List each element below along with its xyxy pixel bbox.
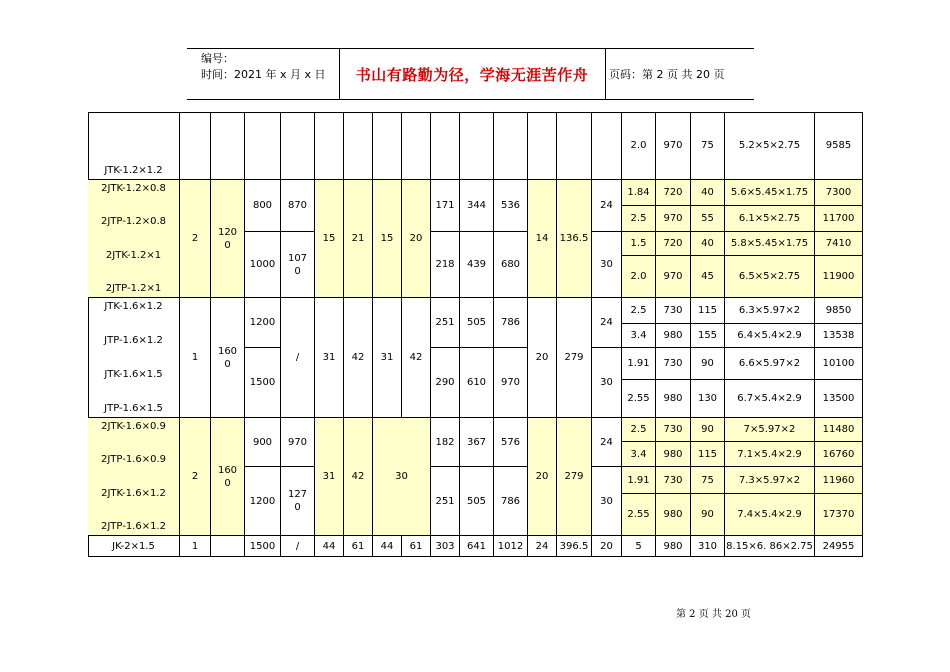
- table-cell: 15: [315, 180, 344, 298]
- model-name: 2JTK-1.2×1: [105, 249, 162, 261]
- table-cell: 55: [691, 206, 725, 232]
- table-cell: 730: [656, 348, 691, 380]
- table-cell: 120 0: [211, 180, 245, 298]
- table-cell: 1: [180, 536, 211, 557]
- table-cell: 5.6×5.45×1.75: [725, 180, 815, 206]
- table-cell: 786: [494, 298, 528, 348]
- table-cell: 171: [431, 180, 460, 232]
- table-cell: 2.5: [622, 418, 656, 442]
- table-cell: 970: [494, 348, 528, 418]
- table-cell: 31: [315, 298, 344, 418]
- model-name: 2JTP-1.2×1: [105, 282, 162, 294]
- table-cell: 8.15×6. 86×2.75: [725, 536, 815, 557]
- table-cell: 40: [691, 232, 725, 256]
- table-cell: 44: [373, 536, 402, 557]
- model-name: JTP-1.6×1.2: [104, 335, 163, 346]
- table-cell: 980: [656, 536, 691, 557]
- table-cell: 7300: [815, 180, 863, 206]
- table-cell: 290: [431, 348, 460, 418]
- table-cell: 5.8×5.45×1.75: [725, 232, 815, 256]
- table-cell: 115: [691, 298, 725, 324]
- table-cell: 1200: [245, 298, 281, 348]
- table-cell: 6.6×5.97×2: [725, 348, 815, 380]
- table-cell: 3.4: [622, 324, 656, 348]
- table-cell: 61: [402, 536, 431, 557]
- table-cell: 90: [691, 418, 725, 442]
- table-cell: 900: [245, 418, 281, 467]
- model-name: 2JTK-1.6×1.2: [101, 487, 166, 499]
- table-cell: 24: [592, 298, 622, 348]
- table-cell: 9585: [815, 112, 863, 180]
- table-cell: 13500: [815, 380, 863, 418]
- table-cell: 251: [431, 298, 460, 348]
- table-cell: 610: [460, 348, 494, 418]
- table-cell: 279: [557, 298, 592, 418]
- table-cell: 720: [656, 180, 691, 206]
- table-cell: 14: [528, 180, 557, 298]
- table-cell: 24: [528, 536, 557, 557]
- table-cell: 90: [691, 494, 725, 536]
- table-cell: 7.4×5.4×2.9: [725, 494, 815, 536]
- model-name: 2JTP-1.6×0.9: [100, 454, 167, 466]
- table-cell: 800: [245, 180, 281, 232]
- table-cell: 2.5: [622, 206, 656, 232]
- table-cell: 1.84: [622, 180, 656, 206]
- table-cell: 680: [494, 232, 528, 298]
- table-cell: 20: [528, 418, 557, 536]
- table-cell: 6.4×5.4×2.9: [725, 324, 815, 348]
- table-cell: 970: [656, 112, 691, 180]
- table-cell: 970: [656, 256, 691, 298]
- table-cell: 536: [494, 180, 528, 232]
- table-cell: 6.1×5×2.75: [725, 206, 815, 232]
- table-cell: 61: [344, 536, 373, 557]
- table-cell: 1500: [245, 536, 281, 557]
- table-cell: 20: [402, 180, 431, 298]
- model-name: JTK-1.6×1.5: [104, 369, 163, 380]
- table-cell: 17370: [815, 494, 863, 536]
- table-cell: 30: [592, 467, 622, 536]
- table-cell: 75: [691, 112, 725, 180]
- table-cell: 2: [180, 180, 211, 298]
- table-cell: 16760: [815, 442, 863, 467]
- table-cell: 107 0: [281, 232, 315, 298]
- table-cell: 15: [373, 180, 402, 298]
- table-cell: 90: [691, 348, 725, 380]
- table-cell: 576: [494, 418, 528, 467]
- table-cell: 42: [402, 298, 431, 418]
- table-cell: 1: [180, 298, 211, 418]
- table-cell: 11960: [815, 467, 863, 494]
- table-cell: 730: [656, 298, 691, 324]
- table-cell: 730: [656, 467, 691, 494]
- motto: 书山有路勤为径，学海无涯苦作舟: [355, 66, 589, 84]
- table-cell: 6.3×5.97×2: [725, 298, 815, 324]
- table-cell: 870: [281, 180, 315, 232]
- table-cell: 155: [691, 324, 725, 348]
- table-cell: 44: [315, 536, 344, 557]
- table-cell: 5.2×5×2.75: [725, 112, 815, 180]
- table-cell: 2: [180, 418, 211, 536]
- table-cell: 24: [592, 180, 622, 232]
- table-cell: 980: [656, 442, 691, 467]
- table-cell: 75: [691, 467, 725, 494]
- table-cell: 9850: [815, 298, 863, 324]
- table-cell: 20: [592, 536, 622, 557]
- table-cell: 30: [373, 418, 431, 536]
- table-cell: 7.3×5.97×2: [725, 467, 815, 494]
- model-cell: JK-2×1.5: [88, 536, 180, 557]
- table-cell: 182: [431, 418, 460, 467]
- table-cell: 1.91: [622, 348, 656, 380]
- table-cell: 1000: [245, 232, 281, 298]
- table-cell: 720: [656, 232, 691, 256]
- table-cell: 2.0: [622, 112, 656, 180]
- table-cell: /: [281, 536, 315, 557]
- number-label: 编号：: [201, 52, 234, 65]
- table-cell: 310: [691, 536, 725, 557]
- table-cell: 11900: [815, 256, 863, 298]
- table-cell: 24955: [815, 536, 863, 557]
- table-cell: 786: [494, 467, 528, 536]
- table-cell: 980: [656, 494, 691, 536]
- table-cell: 303: [431, 536, 460, 557]
- table-cell: 1012: [494, 536, 528, 557]
- table-cell: 730: [656, 418, 691, 442]
- table-cell: 2.5: [622, 298, 656, 324]
- table-cell: 396.5: [557, 536, 592, 557]
- table-cell: 136.5: [557, 180, 592, 298]
- page-header: [187, 48, 754, 100]
- table-cell: 367: [460, 418, 494, 467]
- table-cell: 6.5×5×2.75: [725, 256, 815, 298]
- table-cell: 40: [691, 180, 725, 206]
- table-cell: 10100: [815, 348, 863, 380]
- header-divider: [605, 49, 606, 99]
- table-cell: 7.1×5.4×2.9: [725, 442, 815, 467]
- time-label: 时间：2021 年 x 月 x 日: [201, 68, 326, 81]
- spec-table: [88, 112, 863, 557]
- table-cell: 160 0: [211, 418, 245, 536]
- table-cell: 42: [344, 418, 373, 536]
- table-cell: 24: [592, 418, 622, 467]
- table-cell: 2.55: [622, 380, 656, 418]
- table-cell: 2.0: [622, 256, 656, 298]
- table-cell: 1200: [245, 467, 281, 536]
- table-cell: 970: [656, 206, 691, 232]
- table-cell: 31: [315, 418, 344, 536]
- table-cell: /: [281, 298, 315, 418]
- model-name: 2JTP-1.2×0.8: [100, 216, 167, 228]
- table-cell: 3.4: [622, 442, 656, 467]
- model-name: JTK-1.6×1.2: [104, 301, 163, 312]
- header-meta: [201, 51, 326, 83]
- table-cell: 980: [656, 324, 691, 348]
- table-cell: 1.5: [622, 232, 656, 256]
- table-cell: 505: [460, 467, 494, 536]
- table-cell: 127 0: [281, 467, 315, 536]
- table-cell: 439: [460, 232, 494, 298]
- table-cell: 1500: [245, 348, 281, 418]
- table-cell: 6.7×5.4×2.9: [725, 380, 815, 418]
- table-cell: 30: [592, 348, 622, 418]
- table-cell: 45: [691, 256, 725, 298]
- model-name: 2JTP-1.6×1.2: [100, 520, 167, 532]
- table-cell: 970: [281, 418, 315, 467]
- table-cell: 279: [557, 418, 592, 536]
- table-cell: 5: [622, 536, 656, 557]
- table-cell: 11480: [815, 418, 863, 442]
- table-cell: 505: [460, 298, 494, 348]
- table-cell: 20: [528, 298, 557, 418]
- table-cell: 42: [344, 298, 373, 418]
- table-cell: 13538: [815, 324, 863, 348]
- table-cell: 130: [691, 380, 725, 418]
- table-cell: 1.91: [622, 467, 656, 494]
- model-cell: JTK-1.2×1.2: [88, 112, 180, 180]
- table-cell: 641: [460, 536, 494, 557]
- table-cell: 21: [344, 180, 373, 298]
- table-cell: 7410: [815, 232, 863, 256]
- table-cell: 980: [656, 380, 691, 418]
- model-name: 2JTK-1.6×0.9: [101, 421, 166, 432]
- table-cell: 30: [592, 232, 622, 298]
- table-cell: 251: [431, 467, 460, 536]
- table-cell: 31: [373, 298, 402, 418]
- table-cell: 218: [431, 232, 460, 298]
- page-footer: 第 2 页 共 20 页: [676, 609, 751, 620]
- model-name: 2JTK-1.2×0.8: [101, 183, 166, 194]
- page-label: 页码：第 2 页 共 20 页: [609, 68, 725, 81]
- table-cell: 2.55: [622, 494, 656, 536]
- table-cell: 344: [460, 180, 494, 232]
- table-cell: 11700: [815, 206, 863, 232]
- model-name: JTP-1.6×1.5: [104, 403, 163, 414]
- table-cell: 7×5.97×2: [725, 418, 815, 442]
- table-cell: 160 0: [211, 298, 245, 418]
- table-cell: 115: [691, 442, 725, 467]
